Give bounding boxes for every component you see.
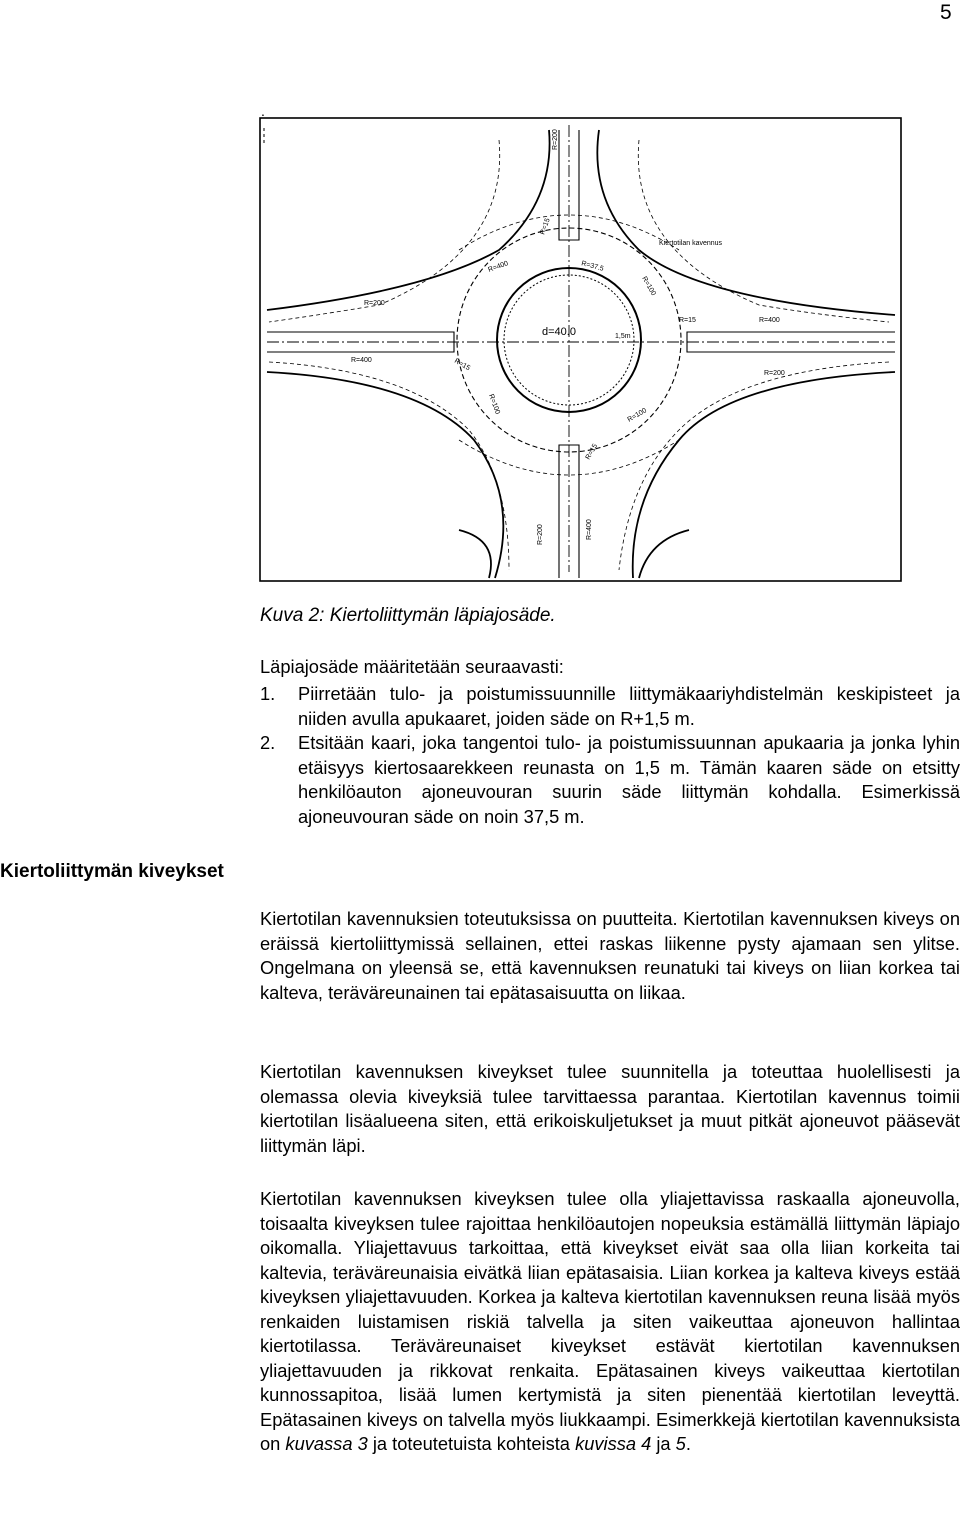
r15-right-label: R=15 [679,317,696,324]
paragraph-3-text: ja [651,1433,676,1454]
r15-left-label: R=15 [453,357,472,373]
curve-sw-dashed [269,362,509,570]
road-edges [267,130,895,578]
list-item [260,682,960,731]
list-item-number: 1. [260,683,276,704]
edge-nw-outer [267,130,550,310]
edge-sw-corner [459,530,491,578]
r15-bottom-right-label: R=15 [584,442,600,461]
list-item [260,731,960,829]
roundabout-drawing [259,100,902,582]
r400-top-label: R=400 [487,260,510,274]
list-item-text: Etsitään kaari, joka tangentoi tulo- ja poistumissuunnan apukaaria ja jonka lyhin etäisyys kiertosaarekkeen reunasta on 1,5 m. Tämän kaaren säde on etsitty henkilöauton ajoneuvouran suurin säde liittymän kohdalla. Esimerkissä ajoneuvouran säde on noin 37,5 m. [298,732,960,827]
paragraph-3-text: Kiertotilan kavennuksen kiveyksen tulee olla yliajettavissa raskaalla ajoneuvolla, toisaalta kiveyksen tulee rajoittaa henkilöautojen nopeuksia estämällä liittymän läpiajo oikomalla. Yliajettavuus tarkoittaa, että kiveykset eivät saa olla liian korkeita tai kaltevia, teräväreunaisia eivätkä liian epätasaisia. Liian korkea ja kalteva kiveys estää kiveyksen yliajettavuuden. Korkea ja kalteva kiertotilan kavennuksen reuna lisää myös renkaiden luistamisen riskiä talvella ja siten vaikeuttaa ajoneuvon hallintaa kiertotilassa. Teräväreunaiset kiveykset estävät kiertotilan kavennuksen yliajettavuuden ja rikkovat renkaita. Epätasainen kiveys vaikeuttaa kiertotilan kunnossapitoa, lisää lumen kertymistä ja siten pienentää kiertotilan leveyttä. Epätasainen kiveys on talvella myös liukkaampi. Esimerkkejä kiertotilan kavennuksista on [260,1188,960,1454]
paragraph-3-text: ja toteutetuista kohteista [367,1433,576,1454]
figure-reference-3: kuvassa 3 [285,1433,368,1454]
intro-text: Läpiajosäde määritetään seuraavasti: [260,656,564,677]
figure-reference-4: kuvissa 4 [575,1433,652,1454]
r200-top-label: R=200 [552,129,559,150]
page-number: 5 [940,1,952,24]
list-item-number: 2. [260,732,276,753]
drawing-dot: . [261,103,265,119]
list-item-text: Piirretään tulo- ja poistumissuunnille liittymäkaariyhdistelmän keskipisteet ja niiden avulla apukaaret, joiden säde on R+1,5 m. [298,683,960,729]
r400-right-label: R=400 [759,317,780,324]
r100-bottom-right-label: R=100 [640,275,657,298]
edge-se-corner [639,530,689,578]
paragraph-3-text: . [685,1433,691,1454]
edge-ne-outer [597,130,895,315]
roundabout-svg [259,100,902,582]
r200-left-label: R=200 [364,300,385,307]
steps-list [260,682,960,829]
r375-label: R=37.5 [580,260,605,273]
r400-left-label: R=400 [351,357,372,364]
section-heading: Kiertoliittymän kiveykset [0,861,224,882]
drawing-frame [260,118,901,581]
curve-nw-dashed [269,140,500,322]
dimension-labels [351,129,785,545]
curve-ne-dashed [638,140,889,322]
paragraph-1: Kiertotilan kavennuksien toteutuksissa on puutteita. Kiertotilan kavennuksen kiveys on eräissä kiertoliittymissä sellainen, ettei raskas liikenne pysty ajamaan sen ylitse. Ongelmana on yleensä se, että kavennuksen reunatuki tai kiveys on liian korkea tai kalteva, teräväreunainen tai epätasaisuutta on liikaa. [260,908,960,1003]
paragraph-2: Kiertotilan kavennuksen kiveykset tulee suunnitella ja toteuttaa huolellisesti ja olemassa olevia kiveyksiä tulee tarvittaessa parantaa. Kiertotilan kavennus toimii kiertotilan lisäalueena siten, että erikoiskuljetukset ja muut pitkät ajoneuvot pääsevät liittymän läpi. [260,1061,960,1156]
r400-bottom-label: R=400 [586,519,593,540]
r100-bottom-left-label: R=100 [487,393,501,416]
width-15m-label: 1,5m [615,333,631,340]
r100-right-label: R=100 [626,407,649,424]
figure-caption: Kuva 2: Kiertoliittymän läpiajosäde. [260,605,556,626]
edge-se-outer [633,372,895,578]
r200-right-label: R=200 [764,370,785,377]
diameter-label: d=40.0 [542,326,576,338]
kavennus-label: Kiertotilan kavennus [659,240,723,247]
figure-reference-5: 5 [675,1433,686,1454]
centerlines [267,125,895,572]
r15-top-label: R=15 [539,217,552,236]
splitter-islands [267,130,895,578]
edge-sw-outer [267,372,503,578]
paragraph-3 [260,1187,960,1457]
r200-bottom-label: R=200 [537,524,544,545]
